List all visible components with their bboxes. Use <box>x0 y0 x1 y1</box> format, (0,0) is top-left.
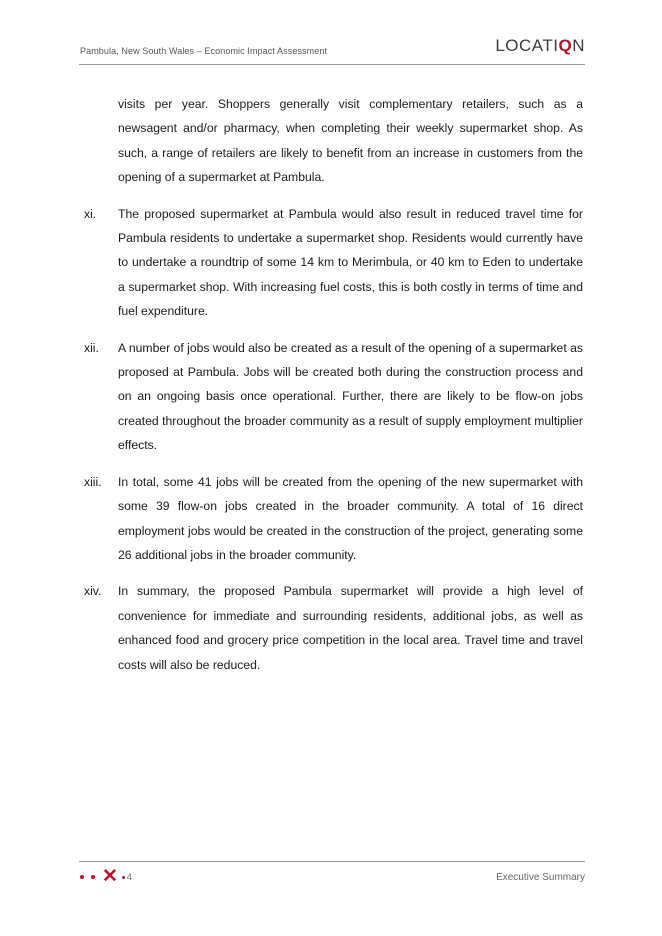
logo-text-suffix: N <box>572 36 585 55</box>
paragraph-text: In total, some 41 jobs will be created from the opening of the new supermarket with some 39 flow-on jobs created in the broader community. A total of 16 direct employment jobs would be created in the construction of the project, generating some 26 additional jobs in the broader community. <box>118 474 583 562</box>
list-item-xii <box>80 336 583 458</box>
location-iq-logo <box>495 36 585 56</box>
logo-text-prefix: LOCATI <box>495 36 559 55</box>
list-numeral: xi. <box>84 206 97 221</box>
footer-section-title: Executive Summary <box>496 872 585 883</box>
document-header-title: Pambula, New South Wales – Economic Impact Assessment <box>80 46 328 56</box>
header-divider <box>79 64 585 65</box>
paragraph-text: A number of jobs would also be created as a result of the opening of a supermarket as proposed at Pambula. Jobs will be created both during the construction process and on an ongoing basis once operational. Further, there are likely to be flow-on jobs created throughout the broader community as a result of supply employment multiplier effects. <box>118 340 583 453</box>
paragraph-text: The proposed supermarket at Pambula would also result in reduced travel time for Pambula residents to undertake a supermarket shop. Residents would currently have to undertake a roundtrip of some 14 km to Merimbula, or 40 km to Eden to undertake a supermarket shop. With increasing fuel costs, this is both costly in terms of time and fuel expenditure. <box>118 206 583 319</box>
list-item-xiv <box>80 579 583 677</box>
paragraph-text: visits per year. Shoppers generally visit complementary retailers, such as a newsagent and/or pharmacy, when completing their weekly supermarket shop. As such, a range of retailers are likely to benefit from an increase in customers from the opening of a supermarket at Pambula. <box>118 97 583 185</box>
paragraph-text: In summary, the proposed Pambula supermarket will provide a high level of convenience for immediate and surrounding residents, additional jobs, as well as enhanced food and grocery price competition in the local area. Travel time and travel costs will also be reduced. <box>118 584 583 672</box>
logo-text-accent: Q <box>558 36 573 55</box>
list-numeral: xiii. <box>84 474 102 489</box>
paragraph-continuation <box>80 92 583 190</box>
list-item-xi <box>80 202 583 324</box>
dot-icon <box>80 875 84 879</box>
list-item-xiii <box>80 470 583 568</box>
x-mark-icon: ✕ <box>102 866 118 887</box>
page-number: 4 <box>126 872 132 882</box>
footer-divider <box>79 861 585 862</box>
list-numeral: xii. <box>84 340 99 355</box>
footer-brand-mark <box>80 867 132 887</box>
dot-icon <box>91 875 95 879</box>
dot-icon <box>122 876 125 879</box>
list-numeral: xiv. <box>84 584 102 599</box>
document-body <box>80 92 583 689</box>
